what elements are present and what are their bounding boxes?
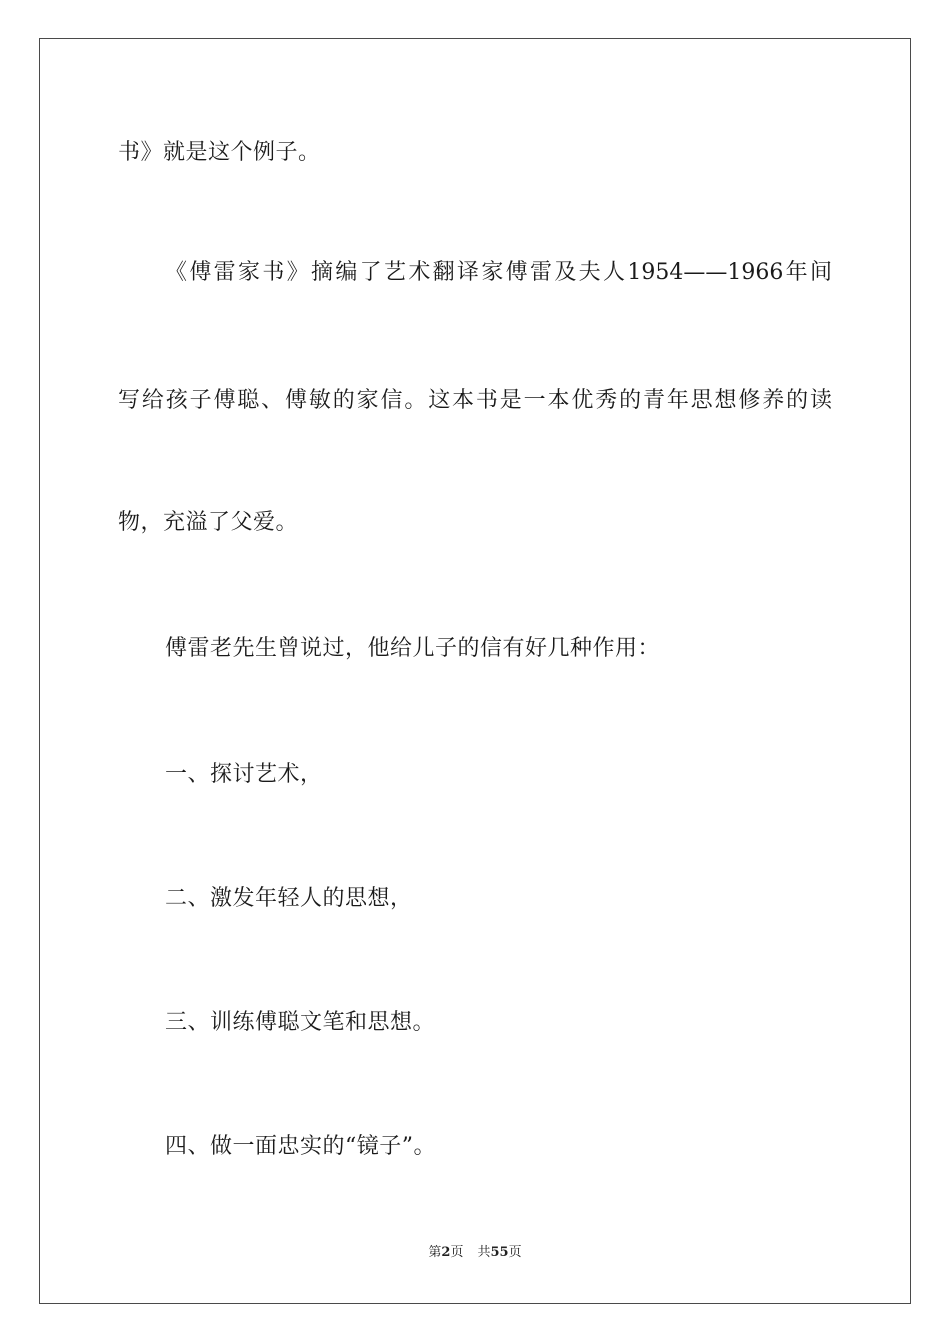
page-suffix: 页 xyxy=(450,1245,464,1260)
page-prefix: 第 xyxy=(428,1245,442,1260)
list-item-4: 四、做一面忠实的“镜子”。 xyxy=(165,1134,436,1159)
list-item-1: 一、探讨艺术， xyxy=(165,762,323,787)
list-item-3: 三、训练傅聪文笔和思想。 xyxy=(165,1010,436,1035)
page-border xyxy=(39,38,911,1304)
paragraph-book-intro-line-1: 《傅雷家书》摘编了艺术翻译家傅雷及夫人1954——1966年间 xyxy=(165,260,832,285)
page-footer xyxy=(0,1244,950,1262)
paragraph-fu-lei-quote: 傅雷老先生曾说过，他给儿子的信有好几种作用： xyxy=(165,636,661,661)
total-suffix: 页 xyxy=(508,1245,522,1260)
current-page-number: 2 xyxy=(441,1245,451,1260)
list-item-2: 二、激发年轻人的思想， xyxy=(165,886,413,911)
total-prefix: 共 xyxy=(477,1245,491,1260)
paragraph-book-intro-line-2: 写给孩子傅聪、傅敏的家信。这本书是一本优秀的青年思想修养的读 xyxy=(118,388,832,413)
paragraph-continuation: 书》就是这个例子。 xyxy=(118,140,321,165)
paragraph-book-intro-line-3: 物，充溢了父爱。 xyxy=(118,510,299,535)
total-page-count: 55 xyxy=(490,1245,509,1260)
